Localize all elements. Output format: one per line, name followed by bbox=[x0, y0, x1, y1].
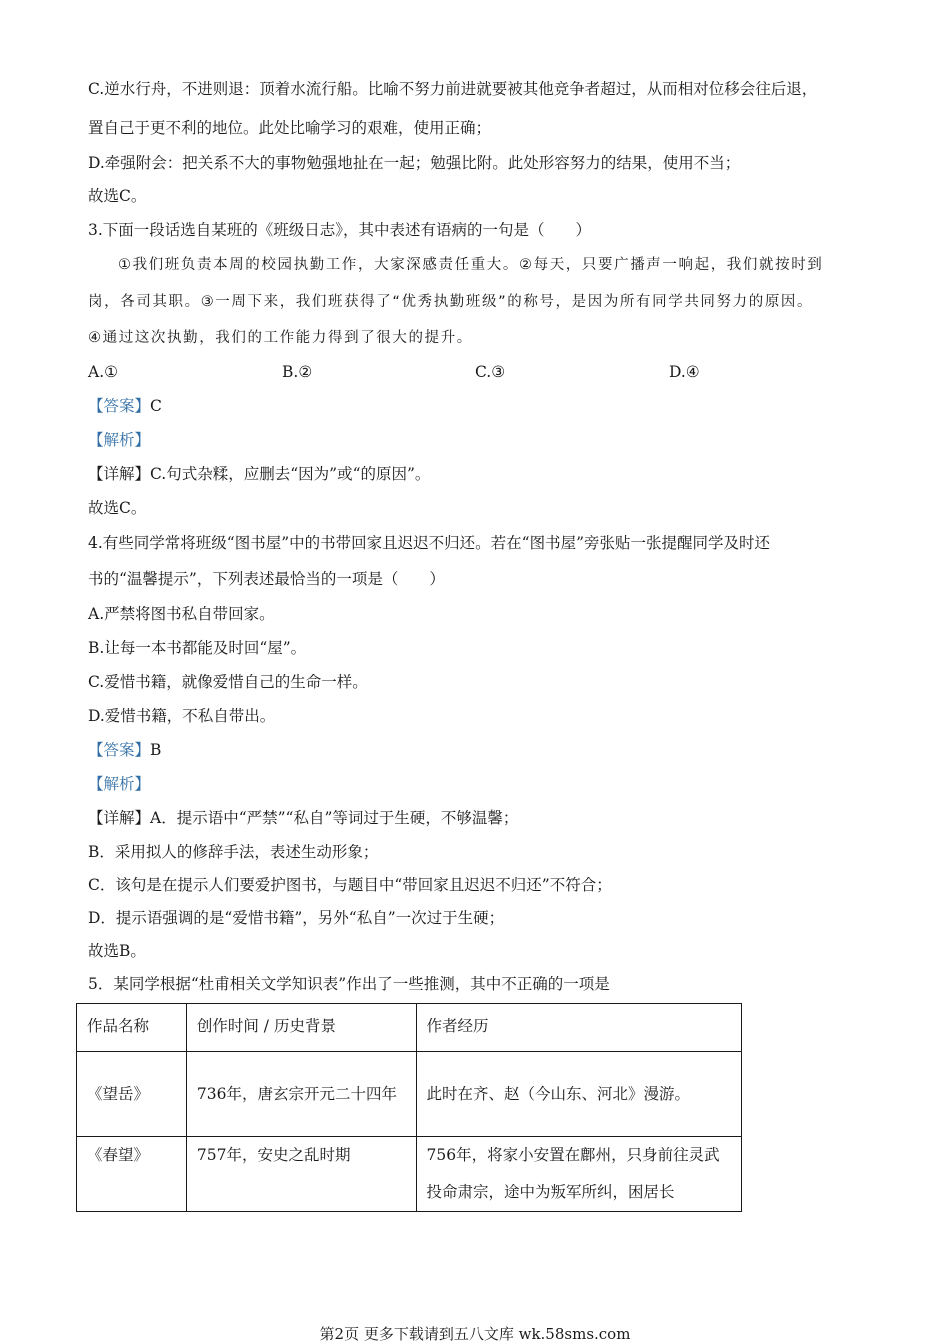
q4-detail: D．提示语强调的是“爱惜书籍”，另外“私自”一次过于生硬； bbox=[88, 909, 505, 927]
table-header-cell: 作者经历 bbox=[416, 1004, 741, 1052]
q4-detail: C．该句是在提示人们要爱护图书，与题目中“带回家且迟迟不归还”不符合； bbox=[88, 876, 612, 894]
table-header-row bbox=[77, 1004, 742, 1052]
answer-tag: 【答案】 bbox=[88, 741, 151, 759]
q4-option-a: A.严禁将图书私自带回家。 bbox=[88, 605, 275, 623]
q4-conclusion: 故选B。 bbox=[88, 942, 146, 960]
q4-option-c: C.爱惜书籍，就像爱惜自己的生命一样。 bbox=[88, 673, 368, 691]
option-a: A.① bbox=[88, 363, 119, 381]
question-3-stem: 3.下面一段话选自某班的《班级日志》，其中表述有语病的一句是（ ） bbox=[88, 221, 592, 239]
text-line: D.牵强附会：把关系不大的事物勉强地扯在一起；勉强比附。此处形容努力的结果，使用不当； bbox=[88, 154, 741, 172]
question-4-stem: 4.有些同学常将班级“图书屋”中的书带回家且迟迟不归还。若在“图书屋”旁张贴一张提醒同学及时还 bbox=[88, 534, 770, 552]
option-d: D.④ bbox=[669, 363, 700, 381]
du-fu-knowledge-table bbox=[76, 1003, 742, 1212]
q4-option-b: B.让每一本书都能及时回“屋”。 bbox=[88, 639, 307, 657]
text-line: 置自己于更不利的地位。此处比喻学习的艰难，使用正确； bbox=[88, 119, 492, 137]
q4-answer bbox=[88, 739, 161, 761]
table-header-cell: 创作时间 / 历史背景 bbox=[186, 1004, 416, 1052]
question-4-stem: 书的“温馨提示”，下列表述最恰当的一项是（ ） bbox=[88, 570, 445, 588]
table-cell: 757年，安史之乱时期 bbox=[186, 1137, 416, 1212]
q4-detail: 【详解】A．提示语中“严禁”“私自”等词过于生硬，不够温馨； bbox=[88, 809, 519, 827]
q4-analysis-tag: 【解析】 bbox=[88, 775, 151, 793]
passage-line: 岗，各司其职。③一周下来，我们班获得了“优秀执勤班级”的称号，是因为所有同学共同努力的原因。 bbox=[88, 294, 814, 310]
answer-value: C bbox=[150, 397, 162, 415]
table-header-cell: 作品名称 bbox=[77, 1004, 187, 1052]
option-c: C.③ bbox=[475, 363, 506, 381]
q3-conclusion: 故选C。 bbox=[88, 499, 147, 517]
passage-line: ④通过这次执勤，我们的工作能力得到了很大的提升。 bbox=[88, 330, 473, 346]
table-row bbox=[77, 1052, 742, 1137]
q3-answer bbox=[88, 395, 162, 417]
answer-tag: 【答案】 bbox=[88, 397, 151, 415]
text-line: 故选C。 bbox=[88, 187, 147, 205]
option-b: B.② bbox=[282, 363, 313, 381]
text-line: C.逆水行舟，不进则退：顶着水流行船。比喻不努力前进就要被其他竞争者超过，从而相对位移会往后退， bbox=[88, 80, 818, 98]
q4-detail: B．采用拟人的修辞手法，表述生动形象； bbox=[88, 843, 379, 861]
table-cell: 736年，唐玄宗开元二十四年 bbox=[186, 1052, 416, 1137]
table-cell: 此时在齐、赵（今山东、河北》漫游。 bbox=[416, 1052, 741, 1137]
table-cell: 《春望》 bbox=[77, 1137, 187, 1212]
table-cell: 756年，将家小安置在鄜州，只身前往灵武投命肃宗，途中为叛军所纠，困居长 bbox=[416, 1137, 741, 1212]
page-footer: 第2页 更多下载请到五八文库 wk.58sms.com bbox=[319, 1325, 631, 1343]
q4-option-d: D.爱惜书籍，不私自带出。 bbox=[88, 707, 276, 725]
table-row bbox=[77, 1137, 742, 1212]
q3-options bbox=[88, 361, 888, 383]
q3-analysis-tag: 【解析】 bbox=[88, 431, 151, 449]
table-cell: 《望岳》 bbox=[77, 1052, 187, 1137]
answer-value: B bbox=[150, 741, 162, 759]
question-5-stem: 5．某同学根据“杜甫相关文学知识表”作出了一些推测，其中不正确的一项是 bbox=[88, 975, 610, 993]
q3-detail: 【详解】C.句式杂糅，应删去“因为”或“的原因”。 bbox=[88, 465, 431, 483]
passage-line: ①我们班负责本周的校园执勤工作，大家深感责任重大。②每天，只要广播声一响起，我们就按时到 bbox=[118, 257, 824, 273]
